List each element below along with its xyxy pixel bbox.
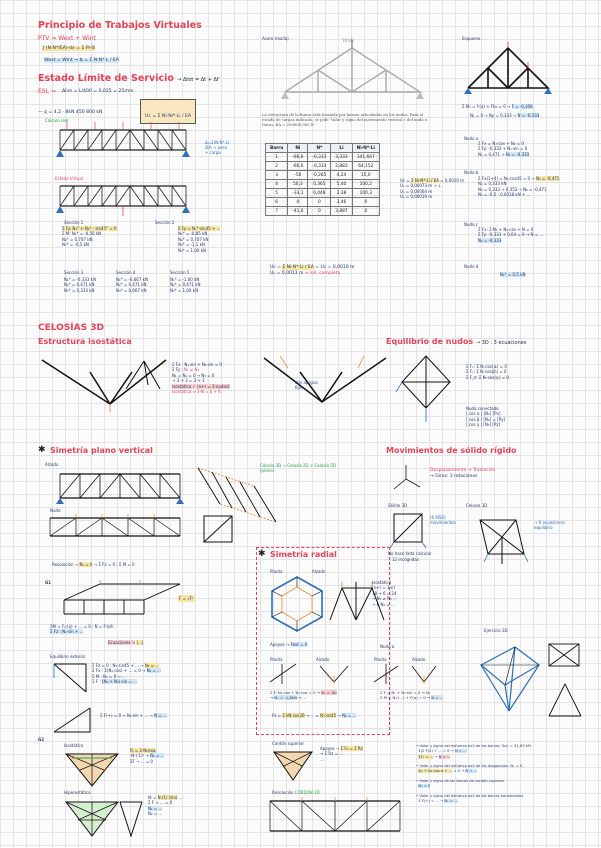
ejercicio-3d (475, 635, 545, 715)
radial-planta-label3: Planta (374, 657, 387, 662)
sim-plano-res: Ecuaciones → (...) (108, 640, 144, 645)
simetria-radial-title: Simetría radial (270, 550, 337, 559)
ptv-equation: PTV ⇒ Wext + Wint (38, 35, 96, 42)
solido-label: Sólido 3D (388, 503, 408, 508)
nudo-d-label: Nudo d (464, 264, 479, 269)
bottom-right-notes (416, 744, 596, 804)
iso-eqs-bottom: Rᵢ = 2·Ncosα ·N·(-1)ⁿ → N₁ = ... ΣF → ... = 0 (130, 748, 165, 764)
planta-label: Planta (270, 569, 283, 574)
hiperestatica-label: Hiperestática (64, 790, 91, 795)
hiper-triangle (62, 798, 122, 840)
hiper-vee (116, 798, 146, 840)
movimientos-notes: Desplazamiento → Traslación → Giros: 3 rotaciones (430, 468, 496, 480)
note-line: • Valor y signo del esfuerzo axil de las barras. Sol. = 41,63 kN (416, 744, 531, 748)
section3-eqs: N₁* = -0,333 kN N₂* = 0,471 kN N₃* = 0,333 kN (64, 277, 96, 293)
resolucion-truss (270, 797, 410, 839)
sim-plano-eq3: Σ Fz = 0 : N₁·sin45 + ... → N₁ = ... Σ Fx : Σ(N₁·cos) + ... = 0 → N₂ = ... Σ M : N₃ = 0 → ... Σ F : (N₄ + N₅)·sin = ... (92, 663, 161, 685)
uc-result: Uc = Σ Ni·N*·Li / EA = Uc = 0,0010 m Uₑ = 0,0013 m → sol. completa (270, 265, 355, 277)
nudo-a-eqs: Σ Fx = N₁·cos + N₂ = 0 Σ Fy: -0,333 + N₁·sin = 0 N₁ = 0,471 → N₂ = -0,333 (478, 141, 530, 157)
equilibrio-eqs: Σ Fₓ: Σ Nᵢ·cos(αᵢ) = 0 Σ Fᵧ: Σ Nᵢ·cos(βᵢ) = 0 Σ F_z: Σ Nᵢ·cos(γᵢ) = 0 (466, 364, 509, 380)
nudo-b-label: Nudo b (464, 170, 479, 175)
axes-icon (392, 463, 422, 495)
table-row: 2 -66,6 -0,333 2,883 64,152 (266, 162, 380, 171)
section3-label: Sección 3 (64, 270, 84, 275)
note-line: • Valor y signo de las barras de cordón superior (416, 778, 505, 783)
asterisk-icon: ✱ (38, 445, 46, 455)
col-header: Ni (288, 144, 308, 153)
hiper-eqs: Nᵢ = N·(1/ (sin) ... Σ F → ... = 0 N₁ = ... N₂ = ... (148, 795, 183, 817)
solido-annot: (6 MSR) movimientos (430, 515, 456, 525)
right-eq1: Σ Mₐ = f·(a) + Fb₀ = 0 → F = -0,356 (462, 104, 533, 109)
sim-plano-eq4: Σ F(+) = 0 → N₃·sin + ... → N = ... (100, 713, 167, 718)
note-line: Σ F(+) = ... → N₁ = ... (416, 798, 458, 803)
sim-plano-eq: Resolución → N₁ = 0 → Σ Fz = 0 ; Σ M = 0 (52, 562, 135, 567)
cordon-sup-label: Cordón superior (272, 741, 305, 746)
real-annot: Δ=Σ(N·N*·L) /EA → peso + carga (205, 140, 230, 155)
right-truss (466, 42, 556, 94)
g2-label: G2 (38, 737, 45, 742)
asterisk-icon: ✱ (258, 549, 266, 559)
no-hace-falta: No hace falta calcular (388, 551, 432, 556)
problem-truss (280, 40, 430, 102)
section1-label: Sección 1 (64, 220, 84, 225)
sim-plano-truss (60, 470, 190, 506)
section5-eqs: N₁* = -1,00 kN N₂* = 0,471 kN N₃* = 1,00 kN (170, 277, 201, 293)
table-row: 3 -50 -0,265 4,24 15,0 (266, 171, 380, 180)
equilibrio-title: Equilibrio de nudos → 3D : 3 ecuaciones (386, 337, 527, 346)
esl-formula: Δlim = L/400 = 0,025 = 25mm (62, 89, 134, 94)
note-line: Σ(2·F/4) + ... = 0 → N = ... (416, 749, 467, 754)
nudo-a-label: Nudo a (464, 136, 479, 141)
radial-alzado-label3: Alzado (412, 657, 426, 662)
sim-plano-eq2: ΣM = F₁·(a) + ... = 0 ; N = F·b/h Σ Fz : N₁·sin + ... (50, 624, 114, 635)
col-header: N* (308, 144, 331, 153)
problem-load-label: 10 kN (342, 38, 354, 43)
virtual-state-label: Estado Virtual (55, 176, 83, 181)
section1-eqs: Σ Fy: N₁* + N₂* · sin45° = 0 Σ M: N₁* = -0,56 kN N₂* = 0,707 kN N₃* = -0,5 kN (62, 226, 117, 248)
radial-apoyos: Apoyos → Fext = 0 (270, 642, 308, 647)
col-header: Barra (266, 144, 288, 153)
resolucion-label: Resolución CÓRDON 3D (272, 790, 320, 795)
ptv-title: Principio de Trabajos Virtuales (38, 20, 202, 31)
nudo-label: Nudo (50, 508, 61, 513)
results-table (265, 143, 380, 216)
table-row: 6 0 0 3,46 0 (266, 198, 380, 207)
cordon-sup-eqs: Apoyos → Σ F₃ = Σ Rz → Σ Rz = ... ... (320, 746, 363, 762)
nudo-c-eqs: Σ Fx: 2·N₁ + N₂·cos + N = 0 Σ Fy: -0,333 + 0,04 = 0 → N = ... N₂ = -0,333 (478, 227, 544, 243)
movimientos-title: Movimientos de sólido rígido (386, 446, 517, 455)
sim-plano-corner2 (50, 704, 94, 736)
note-line: ΣF₁ = ... → N = ... (418, 754, 451, 759)
radial-eq2: Σ F = N₁ + N₂·sin = 0 → N₂ Σ M = N₂·(...) + F(a) = 0 → N = ... (380, 690, 444, 701)
nudo-c-label: Nudo c (464, 222, 478, 227)
celosia-3d-annot: → 6 ecuaciones equilibrio (534, 520, 565, 530)
equilibrio-ext-label: Equilibrio exterior (50, 654, 86, 659)
table-row: 7 -41,6 0 3,887 0 (266, 207, 380, 216)
sim-plano-corner (50, 660, 90, 696)
section2-eqs: Σ Fy = N₁*·sin45 + ... N₁* = -0,85 kN N₂* = 0,707 kN N₃* = -1,1 kN N₄* = 1,00 kN (178, 226, 221, 253)
note-line: • Valor y signo del esfuerzo axil de los diagonales. N₁ = 0 (416, 764, 523, 769)
truss-real (60, 122, 200, 162)
radial-nudo-sketches (268, 662, 438, 686)
table-row: 5 -33,1 0,448 2,38 100,3 (266, 189, 380, 198)
simetria-plano-title: Simetría plano vertical (50, 446, 153, 455)
load-label: — q = 4,2 · 8kN 450 800 kN (38, 110, 103, 115)
equilibrio-diagram (396, 352, 458, 430)
uc-formula-box: Uc = Σ Ni·Ni*·Li / EA (140, 99, 196, 124)
truss-virtual (60, 182, 200, 218)
section4-eqs: N₁* = -0,667 kN N₂* = 0,471 kN N₃* = 0,667 kN (116, 277, 148, 293)
radial-planta-label2: Planta (270, 657, 283, 662)
sim-plano-frame (200, 512, 240, 552)
col-header: Li (331, 144, 352, 153)
ejercicio-label: Ejercicio 3D (484, 628, 508, 633)
radial-eq1: Σ F: N₁·cos + N₂·cos = 0 → N₁ = -N₂ → N₁ = -1,8kN → ... (270, 690, 337, 701)
sim-plano-annot: Celosía 3D → Celosía 2D + Celosía 2D (plano) (260, 463, 336, 473)
equilibrio-matrix: Nudo conectado [ cos α ] [N₁] [Px] [ cos β ] [N₂] = [Py] [ cos γ ] [N₃] [Pz] (466, 406, 506, 428)
esl-label: ESL ⇒ (38, 88, 56, 95)
radial-planta (264, 573, 330, 635)
iso-triangle (62, 750, 122, 790)
iso-annot: dos apoyos fijos (295, 380, 318, 390)
note-line: • Valor y signo del esfuerzo axil de las barras horizontales (416, 793, 524, 798)
section4-label: Sección 4 (116, 270, 136, 275)
nudo-d-eqs: N₁* = 0,5 kN (500, 272, 526, 277)
g1-label: G1 (45, 580, 52, 585)
sim-plano-result: F = √F² (179, 596, 194, 601)
cordon-sup-diagram (270, 748, 316, 784)
radial-notes: Isostática (n+r = 3·n) 18 + 6 = 24 → N₁ ≠ N₂ ... → 6·N₁ = ... (372, 580, 397, 607)
iso-vframe-right (262, 350, 392, 410)
celosias-title: CELOSÍAS 3D (38, 323, 104, 333)
right-eq2: N₁ = 0 → Ny = 0,333 → N = -0,333 (470, 113, 540, 118)
celosia-3d-label: Celosía 3D (466, 503, 488, 508)
alzado-radial-label: Alzado (312, 569, 326, 574)
isostatica-label: Isostática (64, 743, 84, 748)
note-line: N₃ = 0 (418, 784, 431, 789)
right-label: Esquema (462, 36, 481, 41)
alzado-vista-label: Alzado (45, 462, 59, 467)
isostatica-title: Estructura isostática (38, 337, 132, 346)
ejercicio-side (545, 680, 585, 720)
section5-label: Sección 5 (170, 270, 190, 275)
celosia-3d-diagram (470, 510, 530, 570)
sim-plano-3dtruss (60, 580, 190, 620)
section2-label: Sección 2 (155, 220, 175, 225)
table-header-row (266, 144, 380, 153)
radial-alzado-label2: Alzado (316, 657, 330, 662)
solido-3d (390, 510, 430, 550)
table-row: 4 50,3 0,365 5,40 100,2 (266, 180, 380, 189)
radial-sub: 12 incógnitas (392, 557, 419, 562)
nudo-a2-label: Nudo a (380, 644, 395, 649)
problem-statement: La estructura de la figura está formada por barras articuladas en los nudos. Para el estado de cargas indicado, se pide: Valor y signo del movimiento vertical c del nudo e. Datos: EA = 200000,000 N (262, 112, 429, 128)
uc-detail: Uc = Σ Ni·N*·Li / EA = 0,0010 m Uₒ = 0,00073·m → ↓ Uₙ = 0,00064 m Uₐ = 0,00019 m (400, 178, 465, 200)
iso-eqs: Σ Fx : N₁·sin + N₂·sin = 0 Σ Fy : N₁ ≠ N₂ N₁ = N₂ = 0 → N₃ = 0 → 3 + 3 = 3 + 3 Isostática ✓ (n+r = 3·nudos) Isostática ⇒ 3·N = b + R (172, 362, 230, 394)
col-header: Ni·N*·Li (352, 144, 379, 153)
radial-eq3: Fz = 2 kN·cos30 → ... = N·cos45 → N₂ = ... (272, 713, 357, 718)
problem-image-label: Acero (malla) (262, 36, 289, 41)
sim-plano-truss2 (50, 514, 190, 544)
els-title: Estado Límite de Servicio → Δtot = Δt + Δf (38, 73, 219, 84)
ptv-integral: ∫ (N·N*/EA)·dx = Σ Pi·δi (42, 46, 96, 51)
nudo-b-eqs: Σ Fx(1+4) = N₄·cos45 = 0 → N₃ = -0,471 N₄ = 0,333 kN N₅ = 0,333 → 0,353 → N₆ = -0,471 N₇ = -0,5 · 0,0018 kN + ... (478, 176, 560, 198)
table-row: 1 -66,6 -0,333 3,333 341,667 (266, 153, 380, 162)
calc-real-label: Cálculo real (45, 118, 69, 123)
note-line: N₂ + N₃·cos α + ... = 0 → N = ... (418, 769, 478, 774)
ejercicio-plan (545, 640, 585, 670)
iso-tripod (120, 355, 170, 395)
ptv-virtual: Wext = Wint → Δ = Σ N·N*·L / EA (44, 58, 119, 63)
